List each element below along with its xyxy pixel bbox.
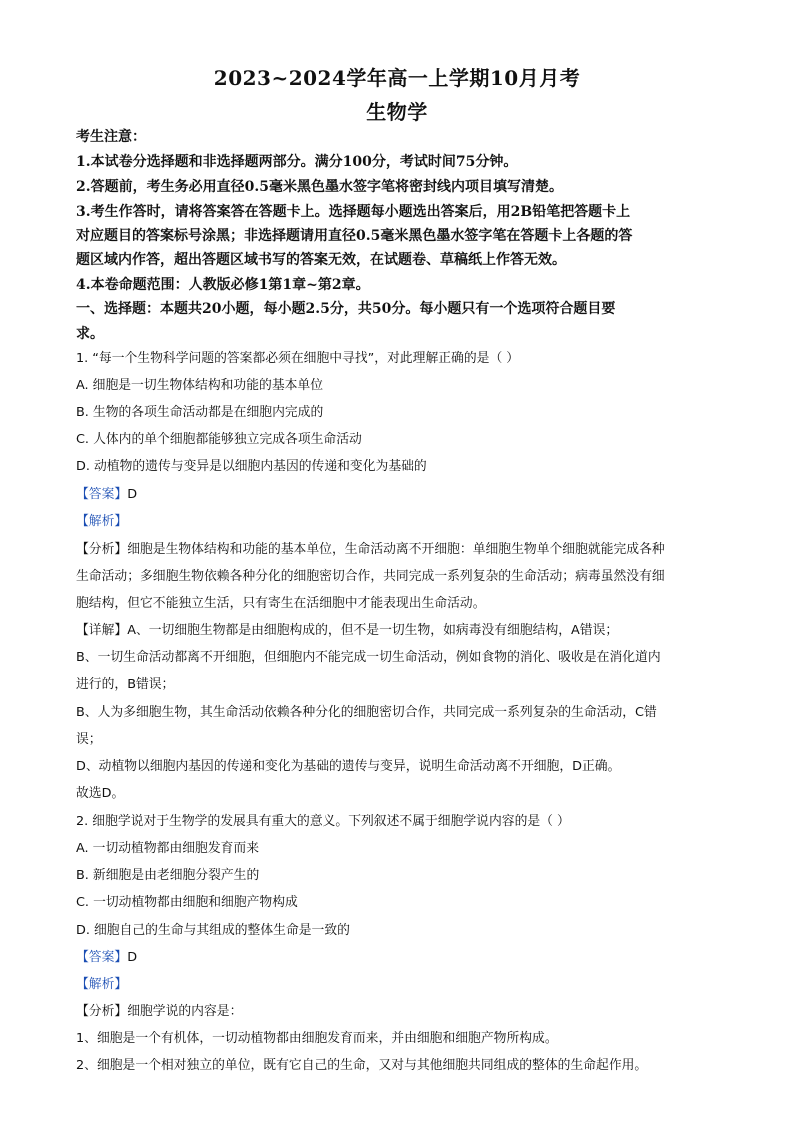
question-1-detail	[76, 622, 726, 640]
question-2-option-b: B. 新细胞是由老细胞分裂产生的	[76, 868, 260, 883]
answer-tag: 【答案】	[76, 950, 128, 965]
question-2-point: 1、细胞是一个有机体，一切动植物都由细胞发育而来，并由细胞和细胞产物所构成。	[76, 1031, 558, 1046]
question-2-stem: 2. 细胞学说对于生物学的发展具有重大的意义。下列叙述不属于细胞学说内容的是（ ）	[76, 814, 570, 829]
section-heading: 一、选择题：本题共20小题，每小题2.5分，共50分。每小题只有一个选项符合题目要	[76, 301, 616, 317]
exam-subject: 生物学	[366, 100, 428, 124]
question-1-analysis-line: 生命活动；多细胞生物依赖各种分化的细胞密切合作，共同完成一系列复杂的生命活动；病毒虽然没有细	[76, 569, 665, 584]
analysis-text: 细胞是生物体结构和功能的基本单位，生命活动离不开细胞：单细胞生物单个细胞就能完成各种	[127, 542, 665, 557]
answer-value: D	[127, 487, 138, 502]
question-1-detail-line: D、动植物以细胞内基因的传递和变化为基础的遗传与变异，说明生命活动离不开细胞，D正确。	[76, 759, 621, 774]
detail-text: A、一切细胞生物都是由细胞构成的，但不是一切生物，如病毒没有细胞结构，A错误；	[127, 623, 619, 638]
notice-heading: 考生注意：	[76, 129, 146, 145]
detail-tag: 【详解】	[76, 623, 128, 638]
question-2-option-a: A. 一切动植物都由细胞发育而来	[76, 841, 260, 856]
jiexi-tag: 【解析】	[76, 514, 128, 529]
question-1-option-a: A. 细胞是一切生物体结构和功能的基本单位	[76, 378, 324, 393]
question-1-analysis	[76, 541, 726, 559]
exam-title: 2023~2024学年高一上学期10月月考	[213, 66, 581, 90]
notice-item: 2.答题前，考生务必用直径0.5毫米黑色墨水签字笔将密封线内项目填写清楚。	[76, 179, 563, 195]
question-2-option-d: D. 细胞自己的生命与其组成的整体生命是一致的	[76, 923, 350, 938]
question-1-option-d: D. 动植物的遗传与变异是以细胞内基因的传递和变化为基础的	[76, 459, 427, 474]
question-1-option-c: C. 人体内的单个细胞都能够独立完成各项生命活动	[76, 432, 362, 447]
notice-item: 1.本试卷分选择题和非选择题两部分。满分100分，考试时间75分钟。	[76, 154, 518, 170]
notice-item: 对应题目的答案标号涂黑；非选择题请用直径0.5毫米黑色墨水签字笔在答题卡上各题的答	[76, 228, 633, 244]
answer-tag: 【答案】	[76, 487, 128, 502]
jiexi-tag: 【解析】	[76, 977, 128, 992]
notice-item: 题区域内作答，超出答题区域书写的答案无效，在试题卷、草稿纸上作答无效。	[76, 252, 566, 268]
question-1-detail-line: B、人为多细胞生物，其生命活动依赖各种分化的细胞密切合作，共同完成一系列复杂的生命活动，C错	[76, 705, 657, 720]
question-1-analysis-line: 胞结构，但它不能独立生活，只有寄生在活细胞中才能表现出生命活动。	[76, 596, 486, 611]
analysis-tag: 【分析】	[76, 542, 128, 557]
question-1-conclusion: 故选D。	[76, 786, 125, 801]
notice-item: 4.本卷命题范围：人教版必修1第1章~第2章。	[76, 277, 370, 293]
question-2-option-c: C. 一切动植物都由细胞和细胞产物构成	[76, 895, 298, 910]
question-1-option-b: B. 生物的各项生命活动都是在细胞内完成的	[76, 405, 324, 420]
question-1-answer	[76, 486, 726, 504]
section-heading-cont: 求。	[76, 326, 104, 342]
question-1-jiexi	[76, 513, 726, 531]
question-1-detail-line: 进行的，B错误；	[76, 677, 175, 692]
analysis-tag: 【分析】	[76, 1004, 128, 1019]
question-2-analysis	[76, 1003, 726, 1021]
question-2-point: 2、细胞是一个相对独立的单位，既有它自己的生命，又对与其他细胞共同组成的整体的生命起作用。	[76, 1058, 648, 1073]
question-2-answer	[76, 949, 726, 967]
question-1-stem: 1. “每一个生物科学问题的答案都必须在细胞中寻找”，对此理解正确的是（ ）	[76, 351, 520, 366]
question-1-detail-line: B、一切生命活动都离不开细胞，但细胞内不能完成一切生命活动，例如食物的消化、吸收是在消化道内	[76, 650, 661, 665]
notice-item: 3.考生作答时，请将答案答在答题卡上。选择题每小题选出答案后，用2B铅笔把答题卡上	[76, 204, 631, 220]
question-2-jiexi	[76, 976, 726, 994]
answer-value: D	[127, 950, 138, 965]
question-1-detail-line: 误；	[76, 732, 102, 747]
analysis-text: 细胞学说的内容是：	[127, 1004, 243, 1019]
